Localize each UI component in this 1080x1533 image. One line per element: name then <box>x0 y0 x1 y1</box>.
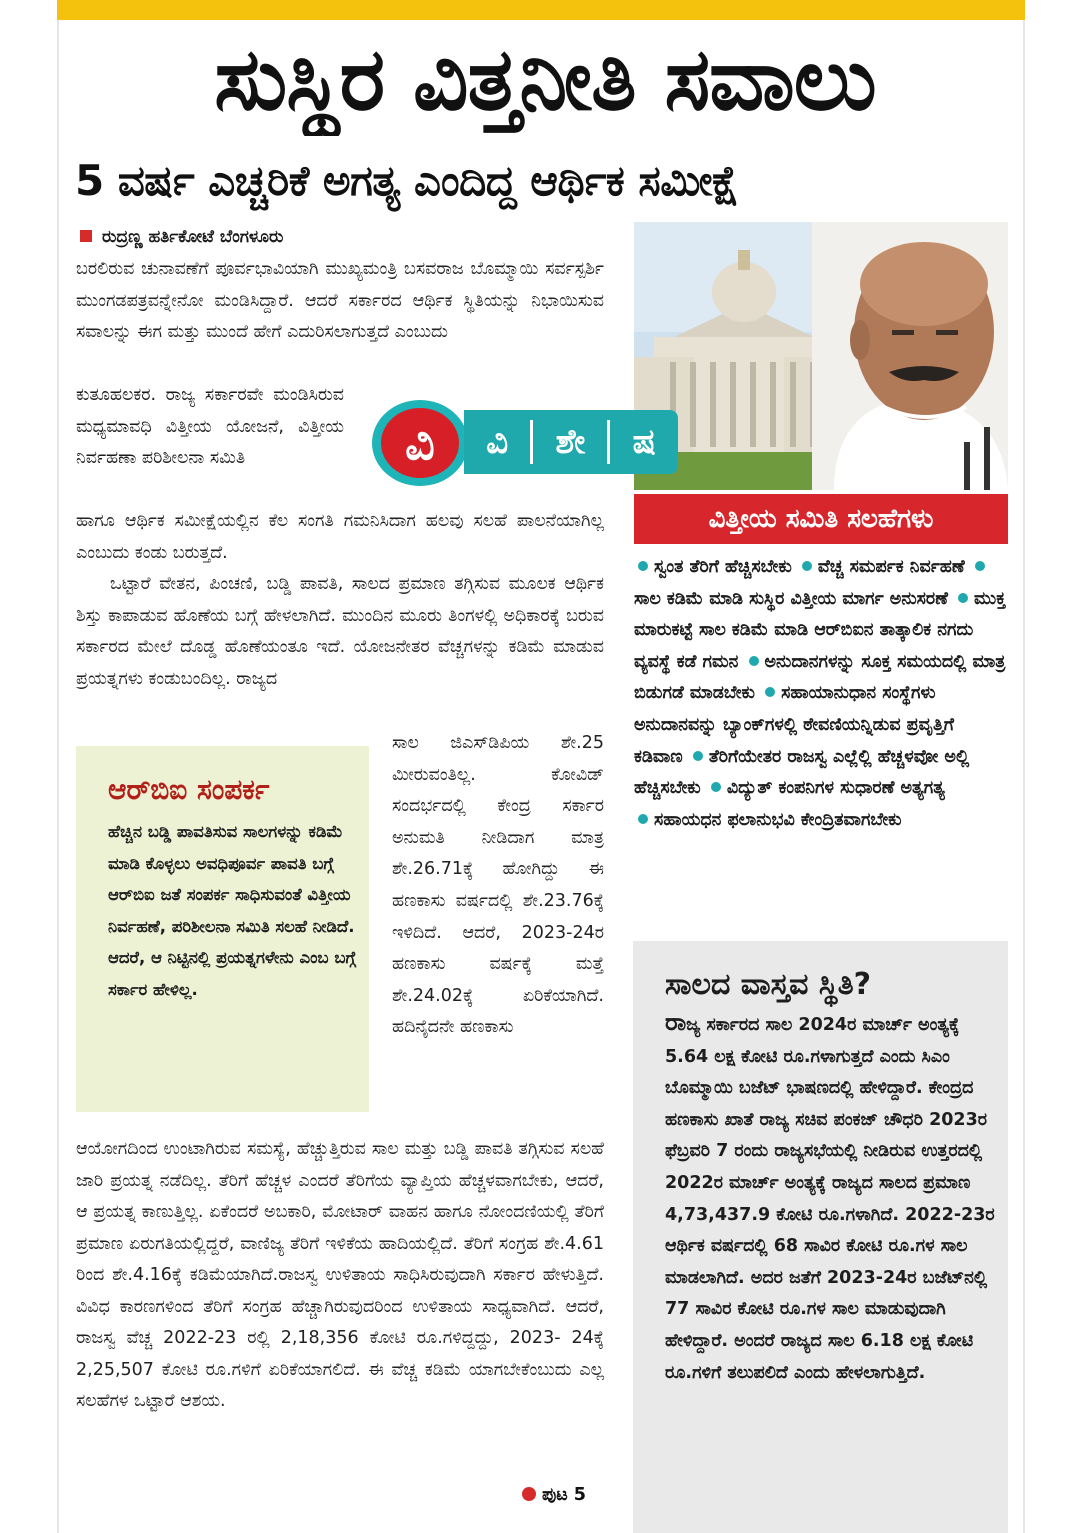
news-photo <box>634 222 1008 490</box>
byline <box>80 224 283 250</box>
loan-box-text <box>665 1007 995 1389</box>
article-column-lower <box>76 1134 604 1418</box>
badge-letter: ವಿ <box>486 422 509 462</box>
suggestion-item: ವೆಚ್ಚ ಸಮರ್ಪಕ ನಿರ್ವಹಣೆ <box>817 557 965 577</box>
vishesha-badge <box>372 400 682 486</box>
bullet-icon <box>765 687 775 697</box>
article-middle-column <box>392 728 604 1044</box>
badge-letter: ಶೇ <box>555 422 586 462</box>
loan-box-dropcap: ರಾ <box>665 1008 687 1036</box>
article-column-body <box>76 506 604 695</box>
bullet-icon <box>958 593 968 603</box>
badge-letter: ಷ <box>632 422 656 462</box>
article-paragraph: ಸಾಲ ಜಿಎಸ್‌ಡಿಪಿಯ ಶೇ.25 ಮೀರುವಂತಿಲ್ಲ. ಕೋವಿಡ್ ಸಂದರ್ಭದಲ್ಲಿ ಕೇಂದ್ರ ಸರ್ಕಾರ ಅನುಮತಿ ನೀಡಿದಾಗ ಮಾತ್ರ ಶೇ.26.71ಕ್ಕೆ ಹೋಗಿದ್ದು ಈ ಹಣಕಾಸು ವರ್ಷದಲ್ಲಿ ಶೇ.23.76ಕ್ಕೆ ಇಳಿದಿದೆ. ಆದರೆ, 2023-24ರ ಹಣಕಾಸು ವರ್ಷಕ್ಕೆ ಮತ್ತೆ ಶೇ.24.02ಕ್ಕೆ ಏರಿಕೆಯಾಗಿದೆ. ಹದಿನೈದನೇ ಹಣಕಾಸು <box>392 733 604 1038</box>
badge-separator <box>530 420 533 464</box>
suggestion-item: ಅನುದಾನಗಳನ್ನು ಸೂಕ್ತ ಸಮಯದಲ್ಲಿ ಮಾತ್ರ ಬಿಡುಗಡೆ ಮಾಡಬೇಕು <box>634 651 1006 704</box>
badge-bar <box>464 410 678 474</box>
bullet-icon <box>638 561 648 571</box>
bullet-icon <box>749 656 759 666</box>
continued-label: ಪುಟ 5 <box>542 1485 586 1505</box>
suggestions-title: ವಿತ್ತೀಯ ಸಮಿತಿ ಸಲಹೆಗಳು <box>634 494 1008 544</box>
rbi-box-text: ಹೆಚ್ಚಿನ ಬಡ್ಡಿ ಪಾವತಿಸುವ ಸಾಲಗಳನ್ನು ಕಡಿಮೆ ಮಾಡಿ ಕೊಳ್ಳಲು ಅವಧಿಪೂರ್ವ ಪಾವತಿ ಬಗ್ಗೆ ಆರ್‌ಬಿಐ ಜತೆ ಸಂಪರ್ಕ ಸಾಧಿಸುವಂತೆ ವಿತ್ತೀಯ ನಿರ್ವಹಣೆ, ಪರಿಶೀಲನಾ ಸಮಿತಿ ಸಲಹೆ ನೀಡಿದೆ. ಆದರೆ, ಆ ನಿಟ್ಟಿನಲ್ಲಿ ಪ್ರಯತ್ನಗಳೇನು ಎಂಬ ಬಗ್ಗೆ ಸರ್ಕಾರ ಹೇಳಿಲ್ಲ. <box>108 822 357 999</box>
article-paragraph: ಹಾಗೂ ಆರ್ಥಿಕ ಸಮೀಕ್ಷೆಯಲ್ಲಿನ ಕೆಲ ಸಂಗತಿ ಗಮನಿಸಿದಾಗ ಹಲವು ಸಲಹೆ ಪಾಲನೆಯಾಗಿಲ್ಲ ಎಂಬುದು ಕಂಡು ಬರುತ್ತದೆ. <box>76 511 604 563</box>
article-paragraph: ಬರಲಿರುವ ಚುನಾವಣೆಗೆ ಪೂರ್ವಭಾವಿಯಾಗಿ ಮುಖ್ಯಮಂತ್ರಿ ಬಸವರಾಜ ಬೊಮ್ಮಾಯಿ ಸರ್ವಸ್ಪರ್ಶಿ ಮುಂಗಡಪತ್ರವನ್ನೇನೋ ಮಂಡಿಸಿದ್ದಾರೆ. ಆದರೆ ಸರ್ಕಾರದ ಆರ್ಥಿಕ ಸ್ಥಿತಿಯನ್ನು ನಿಭಾಯಿಸುವ ಸವಾಲನ್ನು ಈಗ ಮತ್ತು ಮುಂದೆ ಹೇಗೆ ಎದುರಿಸಲಾಗುತ್ತದೆ ಎಂಬುದು <box>76 259 604 342</box>
suggestion-item: ಮುಕ್ತ ಮಾರುಕಟ್ಟೆ ಸಾಲ ಕಡಿಮೆ ಮಾಡಿ ಆರ್‌ಬಿಐನ ತಾತ್ಕಾಲಿಕ ನಗದು ವ್ಯವಸ್ಥೆ ಕಡೆ ಗಮನ <box>634 588 1006 672</box>
loan-status-box <box>633 941 1008 1533</box>
article-paragraph: ಆಯೋಗದಿಂದ ಉಂಟಾಗಿರುವ ಸಮಸ್ಯೆ, ಹೆಚ್ಚುತ್ತಿರುವ ಸಾಲ ಮತ್ತು ಬಡ್ಡಿ ಪಾವತಿ ತಗ್ಗಿಸುವ ಸಲಹೆ ಜಾರಿ ಪ್ರಯತ್ನ ನಡೆದಿಲ್ಲ. ತೆರಿಗೆ ಹೆಚ್ಚಳ ಎಂದರೆ ತೆರಿಗೆಯ ವ್ಯಾಪ್ತಿಯ ಹೆಚ್ಚಳವಾಗಬೇಕು, ಆದರೆ, ಆ ಪ್ರಯತ್ನ ಕಾಣುತ್ತಿಲ್ಲ. ಏಕೆಂದರೆ ಅಬಕಾರಿ, ಮೋಟಾರ್ ವಾಹನ ಹಾಗೂ ನೋಂದಣಿಯಲ್ಲಿ ತೆರಿಗೆ ಪ್ರಮಾಣ ಏರುಗತಿಯಲ್ಲಿದ್ದರೆ, ವಾಣಿಜ್ಯ ತೆರಿಗೆ ಇಳಿಕೆಯ ಹಾದಿಯಲ್ಲಿದೆ. ತೆರಿಗೆ ಸಂಗ್ರಹ ಶೇ.4.61 ರಿಂದ ಶೇ.4.16ಕ್ಕೆ ಕಡಿಮೆಯಾಗಿದೆ.ರಾಜಸ್ವ ಉಳಿತಾಯ ಸಾಧಿಸಿರುವುದಾಗಿ ಸರ್ಕಾರ ಹೇಳುತ್ತಿದೆ. ವಿವಿಧ ಕಾರಣಗಳಿಂದ ತೆರಿಗೆ ಸಂಗ್ರಹ ಹೆಚ್ಚಾಗಿರುವುದರಿಂದ ಉಳಿತಾಯ ಸಾಧ್ಯವಾಗಿದೆ. ಆದರೆ, ರಾಜಸ್ವ ವೆಚ್ಚ 2022-23 ರಲ್ಲಿ 2,18,356 ಕೋಟಿ ರೂ.ಗಳಿದ್ದದ್ದು, 2023- 24ಕ್ಕೆ 2,25,507 ಕೋಟಿ ರೂ.ಗಳಿಗೆ ಏರಿಕೆಯಾಗಲಿದೆ. ಈ ವೆಚ್ಚ ಕಡಿಮೆ ಯಾಗಬೇಕೆಂಬುದು ಎಲ್ಲ ಸಲಹೆಗಳ ಒಟ್ಟಾರೆ ಆಶಯ. <box>76 1139 604 1411</box>
article-column-intro <box>76 254 604 349</box>
badge-circle <box>372 400 468 486</box>
bullet-icon <box>802 561 812 571</box>
page-edge <box>1023 20 1025 1533</box>
continued-on-page <box>522 1480 586 1510</box>
byline-square-icon <box>80 230 92 242</box>
suggestion-item: ಸ್ವಂತ ತೆರಿಗೆ ಹೆಚ್ಚಿಸಬೇಕು <box>654 557 792 577</box>
bullet-icon <box>711 782 721 792</box>
loan-box-body: ಜ್ಯ ಸರ್ಕಾರದ ಸಾಲ 2024ರ ಮಾರ್ಚ್ ಅಂತ್ಯಕ್ಕೆ 5.64 ಲಕ್ಷ ಕೋಟಿ ರೂ.ಗಳಾಗುತ್ತದೆ ಎಂದು ಸಿಎಂ ಬೊಮ್ಮಾಯಿ ಬಜೆಟ್ ಭಾಷಣದಲ್ಲಿ ಹೇಳಿದ್ದಾರೆ. ಕೇಂದ್ರದ ಹಣಕಾಸು ಖಾತೆ ರಾಜ್ಯ ಸಚಿವ ಪಂಕಜ್ ಚೌಧರಿ 2023ರ ಫೆಬ್ರವರಿ 7 ರಂದು ರಾಜ್ಯಸಭೆಯಲ್ಲಿ ನೀಡಿರುವ ಉತ್ತರದಲ್ಲಿ 2022ರ ಮಾರ್ಚ್ ಅಂತ್ಯಕ್ಕೆ ರಾಜ್ಯದ ಸಾಲದ ಪ್ರಮಾಣ 4,73,437.9 ಕೋಟಿ ರೂ.ಗಳಾಗಿದೆ. 2022-23ರ ಆರ್ಥಿಕ ವರ್ಷದಲ್ಲಿ 68 ಸಾವಿರ ಕೋಟಿ ರೂ.ಗಳ ಸಾಲ ಮಾಡಲಾಗಿದೆ. ಅದರ ಜತೆಗೆ 2023-24ರ ಬಜೆಟ್‌ನಲ್ಲಿ 77 ಸಾವಿರ ಕೋಟಿ ರೂ.ಗಳ ಸಾಲ ಮಾಡುವುದಾಗಿ ಹೇಳಿದ್ದಾರೆ. ಅಂದರೆ ರಾಜ್ಯದ ಸಾಲ 6.18 ಲಕ್ಷ ಕೋಟಿ ರೂ.ಗಳಿಗೆ ತಲುಪಲಿದೆ ಎಂದು ಹೇಳಲಾಗುತ್ತಿದೆ. <box>665 1015 995 1383</box>
byline-text: ರುದ್ರಣ್ಣ ಹರ್ತಿಕೋಟೆ ಬೆಂಗಳೂರು <box>102 227 284 247</box>
badge-separator <box>607 420 610 464</box>
top-accent-bar <box>57 0 1025 20</box>
article-paragraph-text: ಕುತೂಹಲಕರ. ರಾಜ್ಯ ಸರ್ಕಾರವೇ ಮಂಡಿಸಿರುವ ಮಧ್ಯಮಾವಧಿ ವಿತ್ತೀಯ ಯೋಜನೆ, ವಿತ್ತೀಯ ನಿರ್ವಹಣಾ ಪರಿಶೀಲನಾ ಸಮಿತಿ <box>76 385 344 468</box>
suggestion-item: ಸಾಲ ಕಡಿಮೆ ಮಾಡಿ ಸುಸ್ಥಿರ ವಿತ್ತೀಯ ಮಾರ್ಗ ಅನುಸರಣೆ <box>634 588 948 609</box>
suggestion-item: ವಿದ್ಯುತ್ ಕಂಪನಿಗಳ ಸುಧಾರಣೆ ಅತ್ಯಗತ್ಯ <box>726 778 945 799</box>
bullet-icon <box>638 814 648 824</box>
article-paragraph: ಒಟ್ಟಾರೆ ವೇತನ, ಪಿಂಚಣಿ, ಬಡ್ಡಿ ಪಾವತಿ, ಸಾಲದ ಪ್ರಮಾಣ ತಗ್ಗಿಸುವ ಮೂಲಕ ಆರ್ಥಿಕ ಶಿಸ್ತು ಕಾಪಾಡುವ ಹೊಣೆಯ ಬಗ್ಗೆ ಹೇಳಲಾಗಿದೆ. ಮುಂದಿನ ಮೂರು ತಿಂಗಳಲ್ಲಿ ಅಧಿಕಾರಕ್ಕೆ ಬರುವ ಸರ್ಕಾರದ ಮೇಲೆ ದೊಡ್ಡ ಹೊಣೆಯಂತೂ ಇದೆ. ಯೋಜನೇತರ ವೆಚ್ಚಗಳನ್ನು ಕಡಿಮೆ ಮಾಡುವ ಪ್ರಯತ್ನಗಳು ಕಂಡುಬಂದಿಲ್ಲ. ರಾಜ್ಯದ <box>76 574 604 689</box>
bullet-icon <box>693 751 703 761</box>
suggestion-item: ತೆರಿಗೆಯೇತರ ರಾಜಸ್ವ ಎಲ್ಲೆಲ್ಲಿ ಹೆಚ್ಚಳವೋ ಅಲ್ಲಿ ಹೆಚ್ಚಿಸಬೇಕು <box>634 746 970 799</box>
page-edge <box>57 20 59 1533</box>
loan-box-title: ಸಾಲದ ವಾಸ್ತವ ಸ್ಥಿತಿ? <box>665 967 872 1002</box>
bullet-icon <box>975 561 985 571</box>
article-paragraph-narrow <box>76 380 344 475</box>
suggestion-item: ಸಹಾಯಾನುಧಾನ ಸಂಸ್ಥೆಗಳು ಅನುದಾನವನ್ನು ಬ್ಯಾಂಕ್‌ಗಳಲ್ಲಿ ಠೇವಣಿಯನ್ನಿಡುವ ಪ್ರವೃತ್ತಿಗೆ ಕಡಿವಾಣ <box>634 683 954 767</box>
photo-illustration <box>634 222 1008 490</box>
rbi-sidebar-box <box>76 746 369 1112</box>
continued-arrow-icon <box>522 1487 536 1501</box>
suggestions-list <box>634 552 1008 836</box>
headline: ಸುಸ್ಥಿರ ವಿತ್ತನೀತಿ ಸವಾಲು <box>214 30 876 130</box>
suggestion-item: ಸಹಾಯಧನ ಫಲಾನುಭವಿ ಕೇಂದ್ರಿತವಾಗಬೇಕು <box>654 809 902 830</box>
badge-circle-letter: ವಿ <box>381 408 459 478</box>
subheadline: 5 ವರ್ಷ ಎಚ್ಚರಿಕೆ ಅಗತ್ಯ ಎಂದಿದ್ದ ಆರ್ಥಿಕ ಸಮೀಕ್ಷೆ <box>75 156 739 205</box>
rbi-box-title: ಆರ್‌ಬಿಐ ಸಂಪರ್ಕ <box>108 773 270 806</box>
